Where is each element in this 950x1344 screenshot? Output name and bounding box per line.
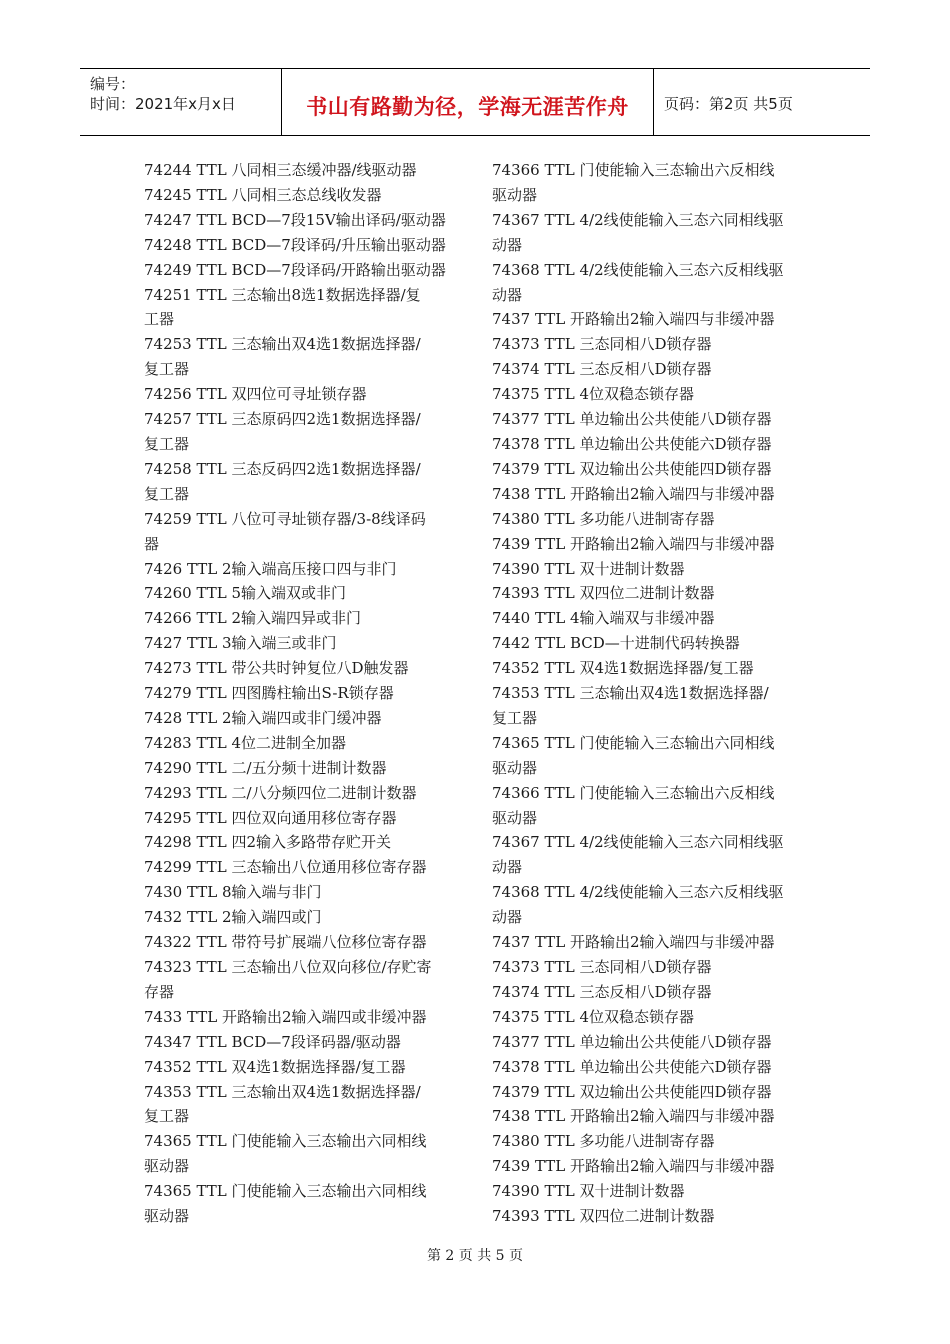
component-entry-line: 74375 TTL 4位双稳态锁存器 — [492, 1007, 695, 1026]
component-entry-line: 动器 — [492, 858, 523, 877]
component-entry-line: 动器 — [492, 285, 523, 304]
component-entry-line: 7438 TTL 开路输出2输入端四与非缓冲器 — [492, 1107, 775, 1126]
component-entry-line: 74352 TTL 双4选1数据选择器/复工器 — [492, 659, 754, 678]
component-entry-line: 74283 TTL 4位二进制全加器 — [144, 733, 347, 752]
component-entry-line: 74367 TTL 4/2线使能输入三态六同相线驱 — [492, 833, 784, 852]
component-entry-line: 7437 TTL 开路输出2输入端四与非缓冲器 — [492, 310, 775, 329]
page-footer: 第 2 页 共 5 页 — [426, 1248, 524, 1264]
component-entry-line: 存器 — [144, 982, 175, 1001]
component-entry-line: 7437 TTL 开路输出2输入端四与非缓冲器 — [492, 933, 775, 952]
component-entry-line: 74393 TTL 双四位二进制计数器 — [492, 1207, 715, 1226]
component-entry-line: 工器 — [144, 310, 175, 329]
component-entry-line: 74365 TTL 门使能输入三态输出六同相线 — [492, 733, 775, 752]
component-entry-line: 74373 TTL 三态同相八D锁存器 — [492, 335, 712, 354]
header-meta-cell — [80, 69, 282, 135]
component-entry-line: 复工器 — [144, 1107, 190, 1126]
component-entry-line: 74245 TTL 八同相三态总线收发器 — [144, 185, 382, 204]
component-entry-line: 74256 TTL 双四位可寻址锁存器 — [144, 385, 367, 404]
component-entry-line: 74244 TTL 八同相三态缓冲器/线驱动器 — [144, 161, 417, 179]
component-entry-line: 74323 TTL 三态输出八位双向移位/存贮寄 — [144, 958, 432, 976]
component-entry-line: 7433 TTL 开路输出2输入端四或非缓冲器 — [144, 1007, 427, 1026]
component-entry-line: 复工器 — [144, 434, 190, 453]
component-entry-line: 74375 TTL 4位双稳态锁存器 — [492, 385, 695, 404]
component-entry-line: 74374 TTL 三态反相八D锁存器 — [492, 982, 712, 1001]
component-entry-line: 74298 TTL 四2输入多路带存贮开关 — [144, 833, 392, 852]
component-entry-line: 驱动器 — [492, 758, 538, 777]
component-entry-line: 74299 TTL 三态输出八位通用移位寄存器 — [144, 858, 427, 877]
component-entry-line: 74273 TTL 带公共时钟复位八D触发器 — [144, 659, 409, 678]
component-entry-line: 复工器 — [144, 360, 190, 379]
component-entry-line: 74259 TTL 八位可寻址锁存器/3-8线译码 — [144, 509, 426, 528]
component-entry-line: 74347 TTL BCD—7段译码器/驱动器 — [144, 1032, 401, 1051]
component-entry-line: 74393 TTL 双四位二进制计数器 — [492, 584, 715, 603]
header-page-info: 页码：第2页 共5页 — [664, 95, 793, 113]
component-entry-line: 复工器 — [144, 484, 190, 503]
component-entry-line: 74251 TTL 三态输出8选1数据选择器/复 — [144, 285, 421, 304]
component-entry-line: 74365 TTL 门使能输入三态输出六同相线 — [144, 1132, 427, 1151]
component-entry-line: 74379 TTL 双边输出公共使能四D锁存器 — [492, 459, 772, 478]
component-entry-line: 74353 TTL 三态输出双4选1数据选择器/ — [144, 1082, 421, 1101]
component-entry-line: 74260 TTL 5输入端双或非门 — [144, 584, 347, 603]
component-entry-line: 74253 TTL 三态输出双4选1数据选择器/ — [144, 335, 421, 354]
component-entry-line: 动器 — [492, 235, 523, 254]
header-motto-cell — [282, 69, 654, 135]
component-entry-line: 74377 TTL 单边输出公共使能八D锁存器 — [492, 1032, 772, 1051]
component-entry-line: 7426 TTL 2输入端高压接口四与非门 — [144, 559, 397, 578]
component-entry-line: 74380 TTL 多功能八进制寄存器 — [492, 509, 715, 528]
component-entry-line: 7439 TTL 开路输出2输入端四与非缓冲器 — [492, 1157, 775, 1176]
component-entry-line: 74378 TTL 单边输出公共使能六D锁存器 — [492, 1057, 772, 1076]
component-entry-line: 74365 TTL 门使能输入三态输出六同相线 — [144, 1182, 427, 1201]
component-entry-line: 74366 TTL 门使能输入三态输出六反相线 — [492, 783, 775, 802]
component-entry-line: 74378 TTL 单边输出公共使能六D锁存器 — [492, 434, 772, 453]
component-entry-line: 7439 TTL 开路输出2输入端四与非缓冲器 — [492, 534, 775, 553]
component-entry-line: 74366 TTL 门使能输入三态输出六反相线 — [492, 161, 775, 179]
component-entry-line: 74352 TTL 双4选1数据选择器/复工器 — [144, 1057, 406, 1076]
component-entry-line: 7442 TTL BCD—十进制代码转换器 — [492, 634, 740, 653]
component-entry-line: 驱动器 — [492, 808, 538, 827]
component-entry-line: 74367 TTL 4/2线使能输入三态六同相线驱 — [492, 210, 784, 229]
header-motto: 书山有路勤为径，学海无涯苦作舟 — [306, 95, 629, 119]
component-entry-line: 74390 TTL 双十进制计数器 — [492, 1182, 685, 1201]
component-entry-line: 7427 TTL 3输入端三或非门 — [144, 634, 337, 653]
component-entry-line: 74368 TTL 4/2线使能输入三态六反相线驱 — [492, 883, 784, 902]
component-entry-line: 复工器 — [492, 708, 538, 727]
right-column — [492, 158, 822, 1229]
component-entry-line: 7432 TTL 2输入端四或门 — [144, 908, 322, 927]
component-entry-line: 驱动器 — [144, 1157, 190, 1176]
header-page-cell — [654, 69, 870, 135]
document-number-label: 编号： — [90, 75, 136, 93]
component-entry-line: 74295 TTL 四位双向通用移位寄存器 — [144, 808, 397, 827]
component-entry-line: 74353 TTL 三态输出双4选1数据选择器/ — [492, 684, 769, 703]
component-entry-line: 74379 TTL 双边输出公共使能四D锁存器 — [492, 1082, 772, 1101]
component-entry-line: 74322 TTL 带符号扩展端八位移位寄存器 — [144, 933, 427, 952]
component-entry-line: 7428 TTL 2输入端四或非门缓冲器 — [144, 708, 382, 727]
component-entry-line: 74290 TTL 二/五分频十进制计数器 — [144, 758, 387, 777]
component-entry-line: 74377 TTL 单边输出公共使能八D锁存器 — [492, 410, 772, 429]
component-entry-line: 器 — [144, 534, 160, 553]
component-entry-line: 74266 TTL 2输入端四异或非门 — [144, 609, 362, 628]
component-entry-line: 74247 TTL BCD—7段15V输出译码/驱动器 — [144, 210, 446, 229]
component-entry-line: 驱动器 — [492, 185, 538, 204]
component-entry-line: 74249 TTL BCD—7段译码/开路输出驱动器 — [144, 260, 446, 279]
component-entry-line: 74368 TTL 4/2线使能输入三态六反相线驱 — [492, 260, 784, 279]
component-entry-line: 7430 TTL 8输入端与非门 — [144, 883, 322, 902]
left-column — [144, 158, 474, 1229]
document-time-label: 时间：2021年x月x日 — [90, 95, 236, 113]
component-entry-line: 74248 TTL BCD—7段译码/升压输出驱动器 — [144, 235, 446, 254]
component-entry-line: 74258 TTL 三态反码四2选1数据选择器/ — [144, 459, 421, 478]
component-entry-line: 74279 TTL 四图腾柱输出S-R锁存器 — [144, 684, 394, 703]
component-entry-line: 驱动器 — [144, 1207, 190, 1226]
component-entry-line: 74373 TTL 三态同相八D锁存器 — [492, 958, 712, 976]
page-header — [80, 68, 870, 136]
component-entry-line: 74380 TTL 多功能八进制寄存器 — [492, 1132, 715, 1151]
component-entry-line: 7440 TTL 4输入端双与非缓冲器 — [492, 609, 715, 628]
component-entry-line: 74374 TTL 三态反相八D锁存器 — [492, 360, 712, 379]
component-entry-line: 74293 TTL 二/八分频四位二进制计数器 — [144, 783, 417, 802]
component-entry-line: 7438 TTL 开路输出2输入端四与非缓冲器 — [492, 484, 775, 503]
component-entry-line: 74390 TTL 双十进制计数器 — [492, 559, 685, 578]
component-entry-line: 动器 — [492, 908, 523, 927]
component-entry-line: 74257 TTL 三态原码四2选1数据选择器/ — [144, 410, 421, 429]
